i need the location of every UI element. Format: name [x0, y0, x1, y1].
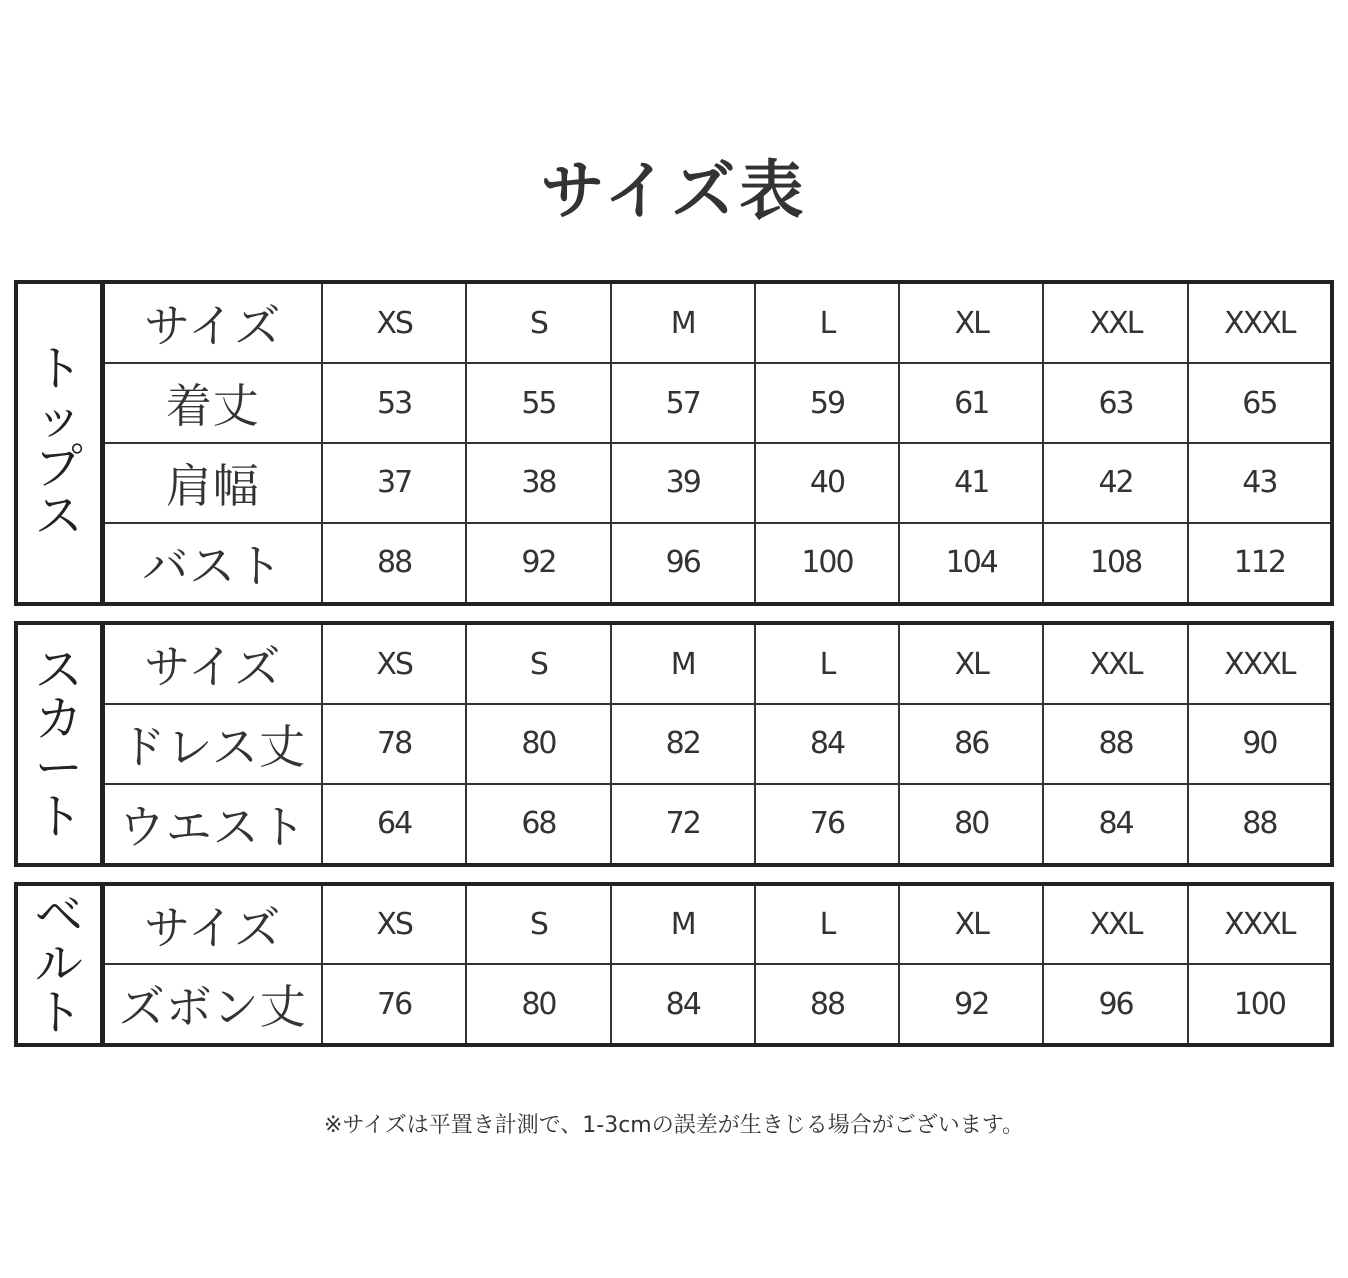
tops-size-table — [14, 280, 1334, 606]
measurement-cell: 104 — [899, 523, 1043, 604]
size-header-cell: XL — [899, 884, 1043, 964]
measurement-cell: 88 — [322, 523, 466, 604]
measurement-cell: 92 — [899, 964, 1043, 1045]
table-row — [16, 884, 1332, 964]
measurement-cell: 96 — [1043, 964, 1187, 1045]
measurement-cell: 37 — [322, 443, 466, 523]
size-header-cell: XXL — [1043, 884, 1187, 964]
measurement-cell: 80 — [899, 784, 1043, 865]
measurement-cell: 76 — [755, 784, 899, 865]
measurement-cell: 72 — [611, 784, 755, 865]
size-header-cell: XXL — [1043, 623, 1187, 704]
measurement-cell: 43 — [1188, 443, 1332, 523]
row-label: 肩幅 — [102, 443, 322, 523]
size-header-cell: S — [466, 623, 610, 704]
measurement-cell: 63 — [1043, 363, 1187, 443]
table-row — [16, 704, 1332, 784]
measurement-cell: 65 — [1188, 363, 1332, 443]
size-header-cell: M — [611, 623, 755, 704]
measurement-cell: 88 — [1043, 704, 1187, 784]
belt-size-table — [14, 882, 1334, 1047]
table-row — [16, 784, 1332, 865]
measurement-cell: 84 — [611, 964, 755, 1045]
group-label: ベルト — [34, 887, 83, 1041]
measurement-cell: 86 — [899, 704, 1043, 784]
measurement-cell: 39 — [611, 443, 755, 523]
measurement-cell: 100 — [1188, 964, 1332, 1045]
measurement-cell: 76 — [322, 964, 466, 1045]
measurement-cell: 38 — [466, 443, 610, 523]
measurement-cell: 55 — [466, 363, 610, 443]
size-header-cell: L — [755, 884, 899, 964]
size-header-cell: XL — [899, 282, 1043, 363]
measurement-cell: 61 — [899, 363, 1043, 443]
measurement-cell: 92 — [466, 523, 610, 604]
group-label-cell — [16, 282, 102, 604]
group-label: スカート — [34, 642, 83, 845]
table-row — [16, 964, 1332, 1045]
measurement-cell: 82 — [611, 704, 755, 784]
row-label: ドレス丈 — [102, 704, 322, 784]
size-table — [14, 882, 1334, 1047]
measurement-cell: 88 — [755, 964, 899, 1045]
measurement-cell: 100 — [755, 523, 899, 604]
size-header-cell: L — [755, 282, 899, 363]
size-header-cell: S — [466, 884, 610, 964]
table-row — [16, 443, 1332, 523]
size-header-cell: XXXL — [1188, 623, 1332, 704]
size-header-cell: L — [755, 623, 899, 704]
measurement-cell: 40 — [755, 443, 899, 523]
table-row — [16, 623, 1332, 704]
table-row — [16, 282, 1332, 363]
size-header-cell: XXL — [1043, 282, 1187, 363]
size-header-cell: XXXL — [1188, 282, 1332, 363]
group-label: トップス — [34, 341, 83, 544]
row-label: サイズ — [102, 282, 322, 363]
measurement-cell: 88 — [1188, 784, 1332, 865]
measurement-cell: 96 — [611, 523, 755, 604]
size-table — [14, 280, 1334, 606]
table-row — [16, 523, 1332, 604]
measurement-cell: 80 — [466, 704, 610, 784]
row-label: バスト — [102, 523, 322, 604]
row-label: サイズ — [102, 623, 322, 704]
measurement-cell: 68 — [466, 784, 610, 865]
measurement-cell: 84 — [1043, 784, 1187, 865]
measurement-cell: 64 — [322, 784, 466, 865]
row-label: サイズ — [102, 884, 322, 964]
size-header-cell: XS — [322, 623, 466, 704]
skirt-size-table — [14, 621, 1334, 867]
size-header-cell: M — [611, 282, 755, 363]
measurement-cell: 108 — [1043, 523, 1187, 604]
size-header-cell: XS — [322, 884, 466, 964]
measurement-cell: 57 — [611, 363, 755, 443]
row-label: 着丈 — [102, 363, 322, 443]
measurement-cell: 42 — [1043, 443, 1187, 523]
measurement-cell: 84 — [755, 704, 899, 784]
size-header-cell: M — [611, 884, 755, 964]
row-label: ズボン丈 — [102, 964, 322, 1045]
row-label: ウエスト — [102, 784, 322, 865]
measurement-cell: 53 — [322, 363, 466, 443]
group-label-cell — [16, 884, 102, 1045]
measurement-cell: 112 — [1188, 523, 1332, 604]
size-header-cell: S — [466, 282, 610, 363]
measurement-note: ※サイズは平置き計測で、1-3cmの誤差が生きじる場合がございます。 — [324, 1113, 1024, 1138]
page-title: サイズ表 — [540, 155, 808, 229]
group-label-cell — [16, 623, 102, 865]
measurement-cell: 90 — [1188, 704, 1332, 784]
table-row — [16, 363, 1332, 443]
measurement-cell: 41 — [899, 443, 1043, 523]
measurement-cell: 78 — [322, 704, 466, 784]
measurement-cell: 80 — [466, 964, 610, 1045]
size-table — [14, 621, 1334, 867]
size-header-cell: XL — [899, 623, 1043, 704]
size-header-cell: XS — [322, 282, 466, 363]
size-header-cell: XXXL — [1188, 884, 1332, 964]
measurement-cell: 59 — [755, 363, 899, 443]
